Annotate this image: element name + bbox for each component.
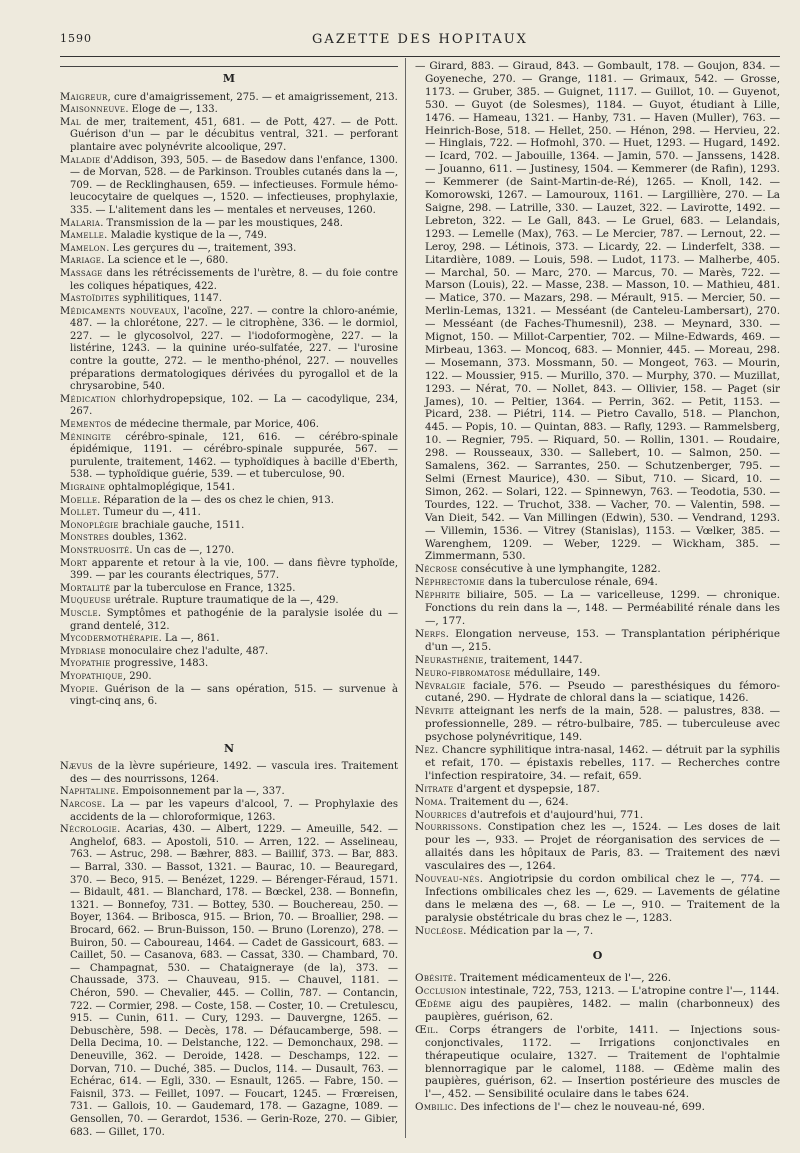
entry-keyword: Maisonneuve <box>60 104 126 116</box>
index-entry <box>415 985 780 998</box>
section-letter-m: M <box>222 72 236 85</box>
entry-keyword: Occlusion <box>415 985 467 998</box>
entry-keyword: Myopathique <box>60 670 123 682</box>
index-entry <box>415 998 780 1024</box>
entry-keyword: Mal <box>60 116 81 128</box>
journal-title: GAZETTE DES HOPITAUX <box>312 32 528 47</box>
entry-keyword: Malaria <box>60 217 101 229</box>
entry-text: de médecine thermale, par Morice, 406. <box>111 419 319 431</box>
entry-keyword: Massage <box>60 267 103 279</box>
entry-text: . Corps étrangers de l'orbite, 1411. — Injections sous-conjonctivales, 1172. — Irrigations conjonctivales en thérapeutique oculaire, 1327. — Traitement de l'ophtalmie blennorragique par le calomel, 1188. — Œdème malin des paupières, guérison, 62. — Insertion postérieure des muscles de l'—, 452. — Sensibilité oculaire dans le tabes 624. <box>425 1023 780 1101</box>
entry-keyword: Méningite <box>60 431 112 443</box>
entry-keyword: Néphrectomie <box>415 576 485 589</box>
index-entry <box>415 783 780 796</box>
index-entry <box>60 608 398 633</box>
index-entry <box>60 117 398 155</box>
entry-text: dans les rétrécissements de l'urètre, 8. — du foie contre les coliques hépatiques, 422. <box>70 267 398 292</box>
index-entry <box>60 419 398 432</box>
entry-keyword: Mamelon <box>60 242 107 254</box>
entry-keyword: Muqueuse <box>60 595 112 607</box>
index-entry <box>60 482 398 495</box>
entry-text: . Symptômes et pathogénie de la paralysie isolée du — grand dentelé, 312. <box>70 607 398 632</box>
entry-keyword: Nécrologie <box>60 824 118 836</box>
entry-keyword: Nourrices <box>415 808 467 821</box>
entry-text: . Des infections de l'— chez le nouveau-né, 699. <box>453 1101 705 1114</box>
index-entry <box>60 243 398 256</box>
index-entry <box>415 1101 780 1114</box>
index-entry <box>415 705 780 744</box>
index-entry <box>60 658 398 671</box>
index-entry <box>60 394 398 419</box>
entry-text: . Traitement médicamenteux de l'—, 226. <box>453 972 672 985</box>
entry-keyword: Nez <box>415 744 435 757</box>
index-entry <box>60 799 398 824</box>
entry-text: atteignant les nerfs de la main, 528. — palustres, 838. — professionnelle, 289. — rétro-bulbaire, 785. — tuberculeuse avec psychose polynévritique, 149. <box>425 705 780 744</box>
entry-keyword: Neurasthénie <box>415 653 484 666</box>
index-entry <box>60 684 398 709</box>
entry-text: . Angiotripsie du cordon ombilical chez le —, 774. — Infections ombilicales chez les —, 629. — Lavements de gélatine dans le melæna des —, 68. — Le —, 910. — Traitement de la paralysie obstétricale du bras chez le —, 1283. <box>425 873 780 924</box>
entry-text: , traitement, 1447. <box>483 653 583 666</box>
section-n-entries <box>60 761 398 1139</box>
necrologie-continuation: — Girard, 883. — Giraud, 843. — Gombault, 178. — Goujon, 834. — Goyeneche, 270. — Grange, 1181. — Grimaux, 542. — Grosse, 1173. — Gruber, 385. — Guignet, 1117. — Guillot, 10. — Guyenot, 530. — Guyot (de Solesmes), 1184. — Guyot, étudiant à Lille, 1476. — Hameau, 1321. — Hanby, 731. — Haven (Muller), 763. — Heinrich-Bose, 518. — Hellet, 250. — Hénon, 298. — Hervieu, 22. — Hinglais, 722. — Hofmohl, 370. — Huet, 1293. — Hugard, 1492. — Icard, 702. — Jabouille, 1364. — Jamin, 570. — Janssens, 1428. — Jouanno, 611. — Justinesy, 1504. — Kemmerer (de Rafin), 1293. — Kemmerer (de Saint-Martin-de-Ré), 1265. — Knoll, 142. — Komorowski, 1267. — Lamouroux, 1161. — Largillière, 270. — La Saigne, 298. — Latrille, 330. — Lauzet, 322. — Lavirotte, 1492. — Lebreton, 322. — Le Gall, 843. — Le Gruel, 683. — Lelandais, 1293. — Lemelle (Max), 763. — Le Mercier, 787. — Lernout, 22. — Leroy, 298. — Létinois, 373. — Licardy, 22. — Linderfelt, 338. — Litardière, 1089. — Louis, 598. — Ludot, 1173. — Malherbe, 405. — Marchal, 50. — Marc, 270. — Marcus, 70. — Marès, 722. — Marson (Louis), 22. — Masse, 238. — Masson, 10. — Mathieu, 481. — Matice, 370. — Mazars, 298. — Mérault, 915. — Mercier, 50. — Merlin-Lemas, 1321. — Messéant (de Canteleu-Lambersart), 270. — Messéant (de Faches-Thumesnil), 238. — Meynard, 330. — Mignot, 150. — Millot-Carpentier, 702. — Milne-Edwards, 469. — Mirbeau, 1363. — Moncoq, 683. — Monnier, 445. — Moreau, 298. — Mosemann, 373. Mossmann, 50. — Mongeot, 763. — Mourin, 122. — Moussier, 915. — Murillo, 370. — Murphy, 370. — Muzillat, 1293. — Nérat, 70. — Nollet, 843. — Ollivier, 158. — Paget (sir James), 10. — Peltier, 1364. — Perrin, 362. — Petit, 1153. — Picard, 238. — Piétri, 114. — Pietro Cavallo, 518. — Planchon, 445. — Popis, 10. — Quintan, 883. — Rafly, 1293. — Rammelsberg, 10. — Regnier, 795. — Riquard, 50. — Rollin, 1301. — Roudaire, 298. — Rousseaux, 330. — Sallebert, 10. — Salmon, 250. — Samalens, 362. — Sarrantes, 250. — Schutzenberger, 795. — Selmi (Ernest Maurice), 430. — Sibut, 710. — Sicard, 10. — Simon, 262. — Solari, 122. — Spinnewyn, 763. — Teodotia, 530. — Tourdes, 122. — Truchot, 338. — Vacher, 70. — Valentin, 598. — Van Dieit, 542. — Van Millingen (Edwin), 530. — Vendrand, 1293. — Villemin, 1536. — Vitrey (Stanislas), 1153. — Vœlker, 385. — Warenghem, 1209. — Weber, 1229. — Wickham, 385. — Zimmermann, 530. <box>415 60 780 563</box>
index-entry <box>415 809 780 822</box>
entry-keyword: Nucléose <box>415 924 464 937</box>
index-entry <box>415 972 780 985</box>
entry-text: de mer, traitement, 451, 681. — de Pott, 427. — de Pott. Guérison d'un — par le décubitus ventral, 321. — perforant plantaire avec polynévrite alcoolique, 297. <box>70 116 398 153</box>
entry-keyword: Névralgie <box>415 679 466 692</box>
index-entry <box>415 821 780 873</box>
entry-keyword: Nécrose <box>415 563 458 576</box>
index-entry <box>415 628 780 654</box>
entry-keyword: Mydriase <box>60 645 106 657</box>
index-entry <box>415 925 780 938</box>
index-entry <box>415 1024 780 1101</box>
entry-text: . La —, 861. <box>158 633 220 645</box>
entry-text: urétrale. Rupture traumatique de la —, 429. <box>111 595 339 607</box>
section-rule <box>60 66 398 67</box>
index-entry <box>60 268 398 293</box>
entry-keyword: Neuro-fibromatose <box>415 666 511 679</box>
index-entry <box>60 595 398 608</box>
entry-text: doubles, 1362. <box>109 532 187 544</box>
entry-keyword: Mort <box>60 557 87 569</box>
index-entry <box>415 796 780 809</box>
index-entry <box>60 520 398 533</box>
right-column <box>415 60 780 1143</box>
index-entry <box>60 633 398 646</box>
entry-text: dans la tuberculose rénale, 694. <box>484 576 658 589</box>
entry-keyword: Œil <box>415 1023 436 1036</box>
entry-text: intestinale, 722, 753, 1213. — L'atropine contre l'—, 1144. <box>466 985 780 998</box>
index-entry <box>60 495 398 508</box>
index-entry <box>415 667 780 680</box>
entry-keyword: Myopie <box>60 683 95 695</box>
entry-text: par la tuberculose en France, 1325. <box>110 582 296 594</box>
entry-keyword: Mortalité <box>60 582 111 594</box>
section-m-entries <box>60 92 398 709</box>
entry-keyword: Moelle <box>60 494 98 506</box>
entry-text: faciale, 576. — Pseudo — paresthésiques du fémoro-cutané, 290. — Hydrate de chloral dans la — sciatique, 1426. <box>425 679 780 705</box>
left-column <box>60 60 398 1143</box>
entry-keyword: Nitrate <box>415 782 454 795</box>
index-entry <box>60 92 398 105</box>
entry-keyword: Myopathie <box>60 658 111 670</box>
index-entry <box>60 432 398 482</box>
entry-keyword: Médicaments nouveaux <box>60 305 177 317</box>
entry-keyword: Mariage <box>60 255 102 267</box>
entry-text: , 290. <box>122 670 152 682</box>
entry-keyword: Maigreur <box>60 91 108 103</box>
entry-text: chlorhydropepsique, 102. — La — cacodylique, 234, 267. <box>70 393 398 418</box>
entry-keyword: Monstruosité <box>60 544 130 556</box>
entry-text: , cure d'amaigrissement, 275. — et amaigrissement, 213. <box>107 91 398 103</box>
entry-text: . Constipation chez les —, 1524. — Les doses de lait pour les —, 933. — Projet de réorganisation des services de — allaités dans les hôpitaux de Paris, 83. — Traitement des nævi vasculaires des —, 1264. <box>425 821 780 873</box>
index-entry <box>60 255 398 268</box>
index-entry <box>60 558 398 583</box>
entry-text: . Traitement du —, 624. <box>443 795 569 808</box>
index-entry <box>415 576 780 589</box>
entry-keyword: Monoplégie <box>60 519 119 531</box>
entry-text: . Eloge de —, 133. <box>125 104 218 116</box>
index-entry <box>60 583 398 596</box>
entry-text: . Maladie kystique de la —, 749. <box>104 230 267 242</box>
entry-keyword: Mastoïdites <box>60 293 120 305</box>
entry-keyword: Obésité <box>415 972 454 985</box>
entry-text: . Médication par la —, 7. <box>463 924 594 937</box>
page-header <box>60 26 780 56</box>
entry-text: de la lèvre supérieure, 1492. — vascula ires. Traitement des — des nourrissons, 1264. <box>70 761 398 785</box>
entry-keyword: Mycodermothérapie <box>60 633 159 645</box>
index-entry <box>60 824 398 1139</box>
index-entry <box>60 786 398 799</box>
entry-keyword: Néphrite <box>415 589 461 602</box>
entry-keyword: Muscle <box>60 607 98 619</box>
column-divider <box>405 58 406 1138</box>
page-number: 1590 <box>60 32 92 45</box>
entry-keyword: Monstres <box>60 532 110 544</box>
entry-text: . La — par les vapeurs d'alcool, 7. — Prophylaxie des accidents de la — chloroformique, 1263. <box>70 799 398 823</box>
entry-text: d'argent et dyspepsie, 187. <box>453 782 600 795</box>
index-entry <box>415 563 780 576</box>
index-entry <box>60 646 398 659</box>
entry-keyword: Naphtaline <box>60 786 116 798</box>
entry-text: aigu des paupières, 1482. — malin (charbonneux) des paupières, guérison, 62. <box>425 998 780 1023</box>
section-letter-o: O <box>592 948 603 962</box>
entry-keyword: Médication <box>60 393 117 405</box>
entry-text: . Chancre syphilitique intra-nasal, 1462. — détruit par la syphilis et refait, 170. — épistaxis rebelles, 117. — Recherches contre l'infection respiratoire, 34. — refait, 659. <box>425 744 780 782</box>
entry-text: . Empoisonnement par la —, 337. <box>115 786 285 798</box>
entry-keyword: Maladie <box>60 154 101 166</box>
entry-keyword: Nourrissons <box>415 821 479 834</box>
entry-text: . Acarias, 430. — Albert, 1229. — Ameuille, 542. — Anghelof, 683. — Apostoli, 510. — Arren, 122. — Asselineau, 763. — Astruc, 298. — Bæhrer, 883. — Baillif, 373. — Bar, 883. — Barral, 330. — Bassot, 1321. — Baurac, 10. — Beauregard, 370. — Beco, 915. — Benézet, 1229. — Bérenger-Féraud, 1571. — Bidault, 481. — Blanchard, 178. — Bœckel, 238. — Bonnefin, 1321. — Bonnefoy, 731. — Bottey, 530. — Bouchereau, 250. — Boyer, 1364. — Bribosca, 915. — Brion, 70. — Broallier, 298. — Brocard, 662. — Brun-Buisson, 150. — Bruno (Lorenzo), 278. — Buiron, 50. — Caboureau, 1464. — Cadet de Gassicourt, 683. — Caillet, 50. — Casanova, 683. — Cassat, 330. — Chambard, 70. — Champagnat, 530. — Chataigneraye (de la), 373. — Chaussade, 373. — Chauveau, 915. — Chauvel, 1181. — Chéron, 590. — Chevalier, 445. — Collin, 787. — Contancin, 722. — Cormier, 298. — Coste, 158. — Coster, 10. — Cretulescu, 915. — Cunin, 611. — Cury, 1293. — Dauvergne, 1265. — Debuschère, 598. — Decès, 178. — Défaucamberge, 598. — Della Decima, 10. — Delstanche, 122. — Demonchaux, 298. — Deneuville, 362. — Deroide, 1428. — Deschamps, 122. — Dorvan, 710. — Duché, 385. — Duclos, 114. — Dusault, 763. — Echérac, 614. — Egli, 330. — Esnault, 1265. — Fabre, 150. — Faisnil, 373. — Feillet, 1097. — Foucart, 1245. — Frœreisen, 731. — Gallois, 10. — Gaudemard, 178. — Gazagne, 1089. — Gensollen, 70. — Gerardot, 1536. — Gerin-Roze, 270. — Gibier, 683. — Gillet, 170. <box>70 824 398 1138</box>
index-entry <box>60 761 398 786</box>
index-entry <box>415 680 780 706</box>
header-rule <box>60 56 780 57</box>
index-entry <box>60 507 398 520</box>
entry-keyword: Migraine <box>60 482 106 493</box>
entry-text: . Les gerçures du —, traitement, 393. <box>106 242 297 254</box>
entry-keyword: Nerfs <box>415 627 446 640</box>
section-n-entries-cont <box>415 563 780 937</box>
entry-text: . La science et le —, 680. <box>101 255 229 267</box>
entry-text: biliaire, 505. — La — varicelleuse, 1299. — chronique. Fonctions du rein dans la —, 148. — Perméabilité rénale dans les —, 177. <box>425 589 780 627</box>
index-entry <box>415 589 780 628</box>
index-entry <box>60 545 398 558</box>
entry-text: . Elongation nerveuse, 153. — Transplantation périphérique d'un —, 215. <box>425 627 780 653</box>
index-entry <box>60 293 398 306</box>
entry-keyword: Mamelle <box>60 230 105 242</box>
index-entry <box>60 155 398 218</box>
entry-keyword: Névrite <box>415 705 455 718</box>
entry-text: monoculaire chez l'adulte, 487. <box>105 645 269 657</box>
entry-text: . Transmission de la — par les moustiques, 248. <box>100 217 343 229</box>
index-entry <box>60 104 398 117</box>
entry-text: ophtalmoplégique, 1541. <box>105 482 235 493</box>
index-entry <box>60 671 398 684</box>
entry-keyword: Mementos <box>60 419 112 431</box>
index-entry <box>415 654 780 667</box>
index-entry <box>415 744 780 783</box>
index-entry <box>60 532 398 545</box>
entry-keyword: Nouveau-nés <box>415 873 480 886</box>
index-entry <box>60 218 398 231</box>
entry-text: d'Addison, 393, 505. — de Basedow dans l'enfance, 1300. — de Morvan, 528. — de Parkinson. Troubles cutanés dans la —, 709. — de Recklinghausen, 659. — infectieuses. Formule hémo-leucocytaire de quelques —, 1520. — infectieuses, prophylaxie, 335. — L'alitement dans les — mentales et nerveuses, 1260. <box>70 154 398 216</box>
section-o-entries <box>415 972 780 1114</box>
entry-text: . Un cas de —, 1270. <box>129 544 235 556</box>
index-entry <box>60 306 398 394</box>
entry-text: apparente et retour à la vie, 100. — dans fièvre typhoïde, 399. — par les courants électriques, 577. <box>70 557 398 582</box>
entry-text: cérébro-spinale, 121, 616. — cérébro-spinale épidémique, 1191. — cérébro-spinale suppurée, 567. — purulente, traitement, 1462. — typhoïdiques à bacille d'Eberth, 538. — typhoïdique guérie, 539. — et tuberculose, 90. <box>70 431 398 481</box>
entry-keyword: Noma <box>415 795 444 808</box>
index-entry <box>60 230 398 243</box>
entry-keyword: Nævus <box>60 761 94 773</box>
entry-text: , l'acoïne, 227. — contre la chloro-anémie, 487. — la chlorétone, 227. — le citrophène, 336. — le dormiol, 227. — le glycosolvol, 227. — l'iodoformogène, 227. — la listérine, 1243. — la quinine uréo-sulfatée, 227. — l'urosine contre la goutte, 272. — le mentho-phénol, 227. — nouvelles préparations dermatologiques dérivées du pyrogallol et de la chrysarobine, 540. <box>70 305 398 393</box>
section-letter-n: N <box>223 741 235 755</box>
entry-text: syphilitiques, 1147. <box>119 293 223 305</box>
entry-text: progressive, 1483. <box>110 658 209 670</box>
entry-keyword: Narcose <box>60 799 103 811</box>
entry-text: . Réparation de la — des os chez le chien, 913. <box>97 494 334 506</box>
entry-text: médullaire, 149. <box>510 666 601 679</box>
entry-text: d'autrefois et d'aujourd'hui, 771. <box>467 808 644 821</box>
index-entry <box>415 873 780 925</box>
entry-keyword: Mollet <box>60 507 97 519</box>
entry-text: . Tumeur du —, 411. <box>96 507 201 519</box>
entry-text: consécutive à une lymphangite, 1282. <box>457 563 661 576</box>
entry-text: brachiale gauche, 1511. <box>118 519 245 531</box>
entry-text: . Guérison de la — sans opération, 515. — survenue à vingt-cinq ans, 6. <box>70 683 398 708</box>
entry-keyword: Ombilic <box>415 1101 454 1114</box>
entry-keyword: Œdème <box>415 998 452 1011</box>
